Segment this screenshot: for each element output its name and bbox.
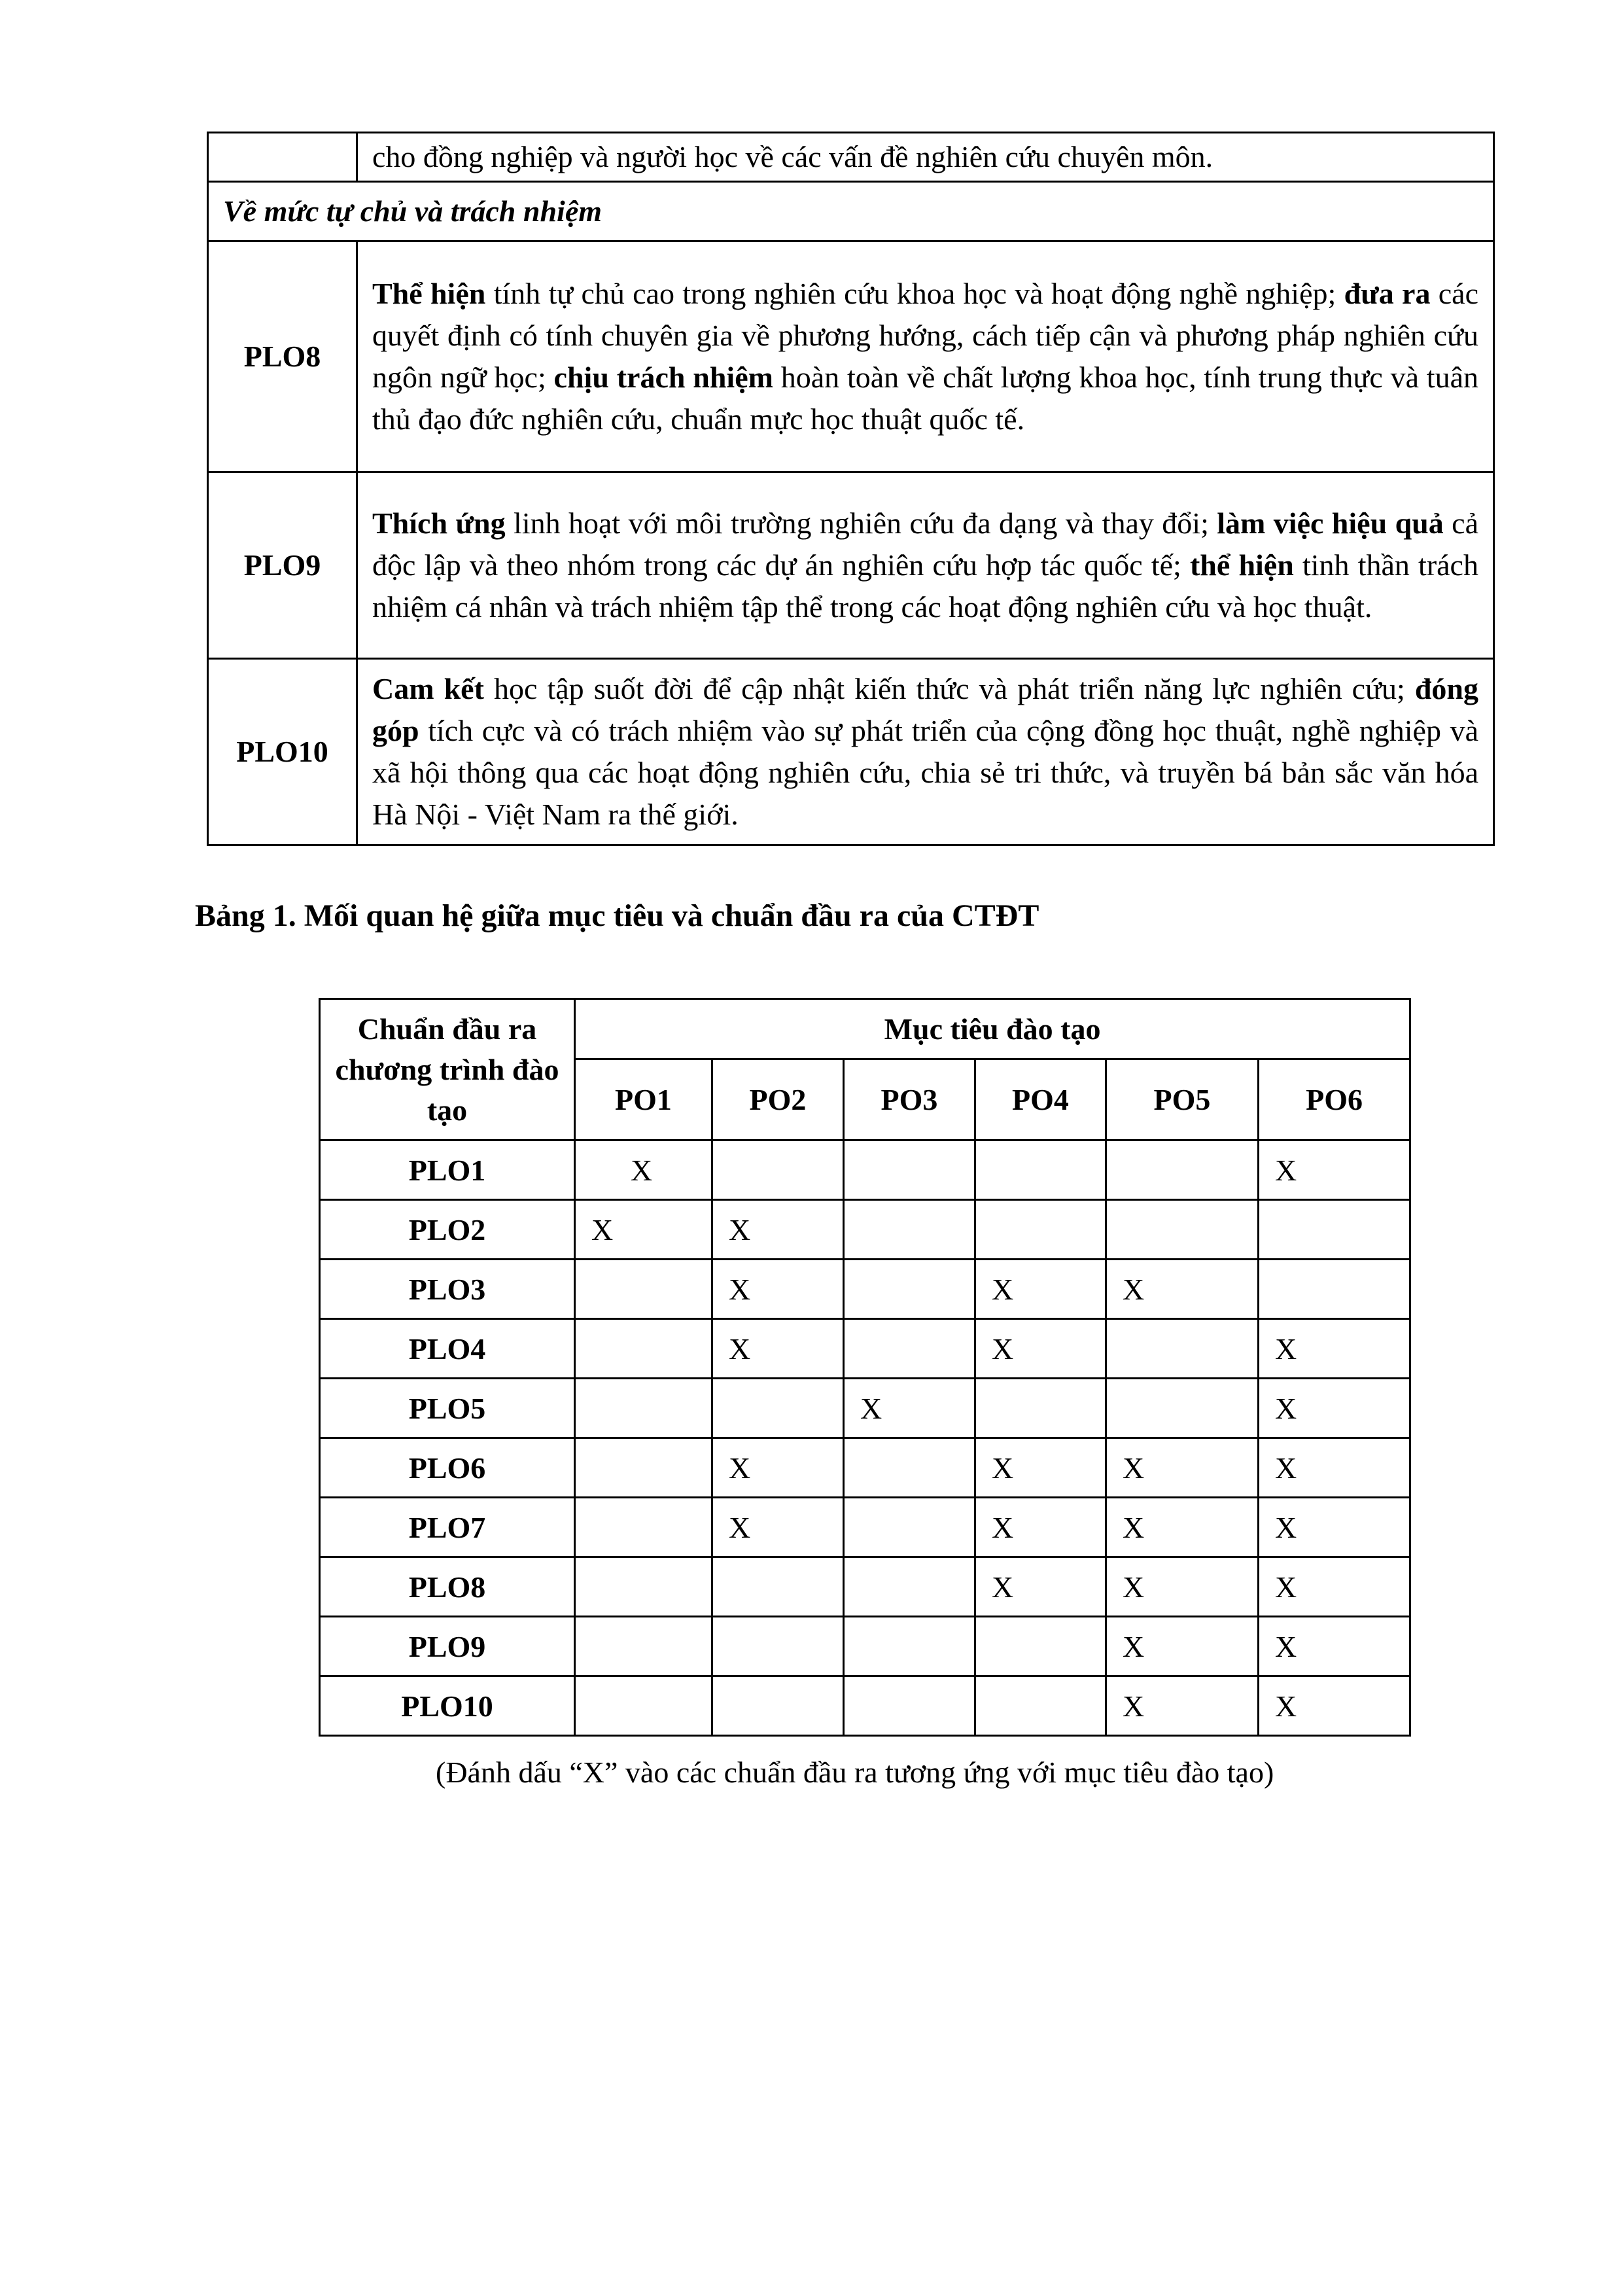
mark-cell: X <box>1106 1557 1259 1617</box>
mark-cell <box>575 1557 712 1617</box>
mark-cell: X <box>1106 1260 1259 1319</box>
mark-cell: X <box>1259 1557 1410 1617</box>
mark-cell <box>975 1140 1106 1200</box>
matrix-row <box>320 1319 1410 1379</box>
mark-cell: X <box>1259 1438 1410 1498</box>
plo-code: PLO9 <box>208 472 357 659</box>
mark-cell <box>1259 1200 1410 1260</box>
plo-po-matrix <box>319 998 1411 1737</box>
text-segment: tính tự chủ cao trong nghiên cứu khoa học và hoạt động nghề nghiệp; <box>485 277 1344 310</box>
corner-header: Chuẩn đầu ra chương trình đào tạo <box>320 999 575 1140</box>
mark-cell <box>844 1260 975 1319</box>
mark-cell <box>575 1438 712 1498</box>
plo-label: PLO7 <box>320 1498 575 1557</box>
mark-cell <box>1259 1260 1410 1319</box>
mark-cell: X <box>1259 1617 1410 1676</box>
continuation-text: cho đồng nghiệp và người học về các vấn đề nghiên cứu chuyên môn. <box>357 133 1494 182</box>
mark-cell <box>712 1557 844 1617</box>
mark-cell: X <box>712 1319 844 1379</box>
po-header-po4: PO4 <box>975 1059 1106 1140</box>
mark-cell: X <box>1259 1140 1410 1200</box>
mark-cell <box>844 1140 975 1200</box>
mark-cell: X <box>1259 1676 1410 1736</box>
po-header-po3: PO3 <box>844 1059 975 1140</box>
text-segment: hoàn toàn về chất lượng khoa học, tính trung thực và tuân thủ đạo đức nghiên cứu, chuẩn mực học thuật quốc tế. <box>372 361 1478 436</box>
text-segment: linh hoạt với môi trường nghiên cứu đa dạng và thay đổi; <box>505 506 1217 540</box>
matrix-row <box>320 1498 1410 1557</box>
plo-code: PLO8 <box>208 241 357 472</box>
plo-description <box>357 241 1494 472</box>
plo-label: PLO8 <box>320 1557 575 1617</box>
mark-cell <box>575 1260 712 1319</box>
mark-cell: X <box>1259 1498 1410 1557</box>
text-segment: các quyết định có tính chuyên gia về phương hướng, cách tiếp cận và phương pháp nghiên cứu ngôn ngữ học; <box>372 277 1478 394</box>
mark-cell: X <box>712 1200 844 1260</box>
po-header-po1: PO1 <box>575 1059 712 1140</box>
mark-cell <box>844 1319 975 1379</box>
mark-cell: X <box>1106 1617 1259 1676</box>
mark-cell <box>844 1617 975 1676</box>
plo-row <box>208 659 1494 845</box>
mark-cell: X <box>712 1260 844 1319</box>
mark-cell <box>844 1438 975 1498</box>
mark-cell: X <box>975 1557 1106 1617</box>
mark-cell: X <box>975 1260 1106 1319</box>
mark-cell <box>575 1676 712 1736</box>
keyword: Thể hiện <box>372 277 486 310</box>
mark-cell: X <box>975 1498 1106 1557</box>
continuation-row <box>208 133 1494 182</box>
plo-row <box>208 241 1494 472</box>
plo-description-table <box>207 132 1495 846</box>
mark-cell: X <box>1259 1379 1410 1438</box>
matrix-row <box>320 1260 1410 1319</box>
matrix-row <box>320 1557 1410 1617</box>
plo-label: PLO2 <box>320 1200 575 1260</box>
keyword: làm việc hiệu quả <box>1217 506 1444 540</box>
keyword: Cam kết <box>372 672 484 705</box>
keyword: thể hiện <box>1189 548 1294 582</box>
plo-label: PLO6 <box>320 1438 575 1498</box>
plo-label: PLO4 <box>320 1319 575 1379</box>
mark-cell: X <box>712 1438 844 1498</box>
mark-cell <box>712 1379 844 1438</box>
plo-label: PLO3 <box>320 1260 575 1319</box>
plo-row <box>208 472 1494 659</box>
mark-cell: X <box>1259 1319 1410 1379</box>
po-header-po6: PO6 <box>1259 1059 1410 1140</box>
keyword: Thích ứng <box>372 506 506 540</box>
matrix-row <box>320 1617 1410 1676</box>
mark-cell: X <box>1106 1438 1259 1498</box>
table-caption: Bảng 1. Mối quan hệ giữa mục tiêu và chuẩn đầu ra của CTĐT <box>195 898 1039 933</box>
empty-code-cell <box>208 133 357 182</box>
mark-cell: X <box>1106 1498 1259 1557</box>
plo-label: PLO9 <box>320 1617 575 1676</box>
mark-cell <box>1106 1319 1259 1379</box>
text-segment: cả độc lập và theo nhóm trong các dự án nghiên cứu hợp tác quốc tế; <box>372 506 1478 582</box>
mark-cell <box>712 1140 844 1200</box>
matrix-row <box>320 1140 1410 1200</box>
po-header-po5: PO5 <box>1106 1059 1259 1140</box>
keyword: đóng góp <box>372 672 1478 747</box>
plo-label: PLO10 <box>320 1676 575 1736</box>
mark-cell <box>575 1498 712 1557</box>
mark-cell <box>975 1200 1106 1260</box>
mark-cell <box>575 1319 712 1379</box>
mark-cell <box>712 1676 844 1736</box>
mark-cell: X <box>844 1379 975 1438</box>
mark-cell <box>975 1676 1106 1736</box>
mark-cell <box>575 1617 712 1676</box>
mark-cell: X <box>975 1438 1106 1498</box>
mark-cell <box>844 1557 975 1617</box>
matrix-row <box>320 1676 1410 1736</box>
mark-cell: X <box>975 1319 1106 1379</box>
mark-cell <box>575 1379 712 1438</box>
mark-cell: X <box>575 1200 712 1260</box>
matrix-row <box>320 1438 1410 1498</box>
plo-description <box>357 472 1494 659</box>
mark-cell: X <box>712 1498 844 1557</box>
section-heading: Về mức tự chủ và trách nhiệm <box>208 182 1494 241</box>
mark-cell <box>844 1676 975 1736</box>
text-segment: tích cực và có trách nhiệm vào sự phát triển của cộng đồng học thuật, nghề nghiệp và xã hội thông qua các hoạt động nghiên cứu, chia sẻ tri thức, và truyền bá bản sắc văn hóa Hà Nội - Việt Nam ra thế giới. <box>372 714 1478 831</box>
mark-cell: X <box>575 1140 712 1200</box>
matrix-row <box>320 1379 1410 1438</box>
mark-cell <box>1106 1200 1259 1260</box>
table-note: (Đánh dấu “X” vào các chuẩn đầu ra tương ứng với mục tiêu đào tạo) <box>436 1756 1274 1789</box>
keyword: đưa ra <box>1344 277 1431 310</box>
plo-label: PLO5 <box>320 1379 575 1438</box>
mark-cell <box>1106 1379 1259 1438</box>
plo-label: PLO1 <box>320 1140 575 1200</box>
section-row <box>208 182 1494 241</box>
mark-cell <box>712 1617 844 1676</box>
text-segment: tinh thần trách nhiệm cá nhân và trách nhiệm tập thể trong các hoạt động nghiên cứu và học thuật. <box>372 548 1478 624</box>
text-segment: học tập suốt đời để cập nhật kiến thức và phát triển năng lực nghiên cứu; <box>483 672 1415 705</box>
mark-cell: X <box>1106 1676 1259 1736</box>
mark-cell <box>844 1200 975 1260</box>
mark-cell <box>1106 1140 1259 1200</box>
matrix-row <box>320 1200 1410 1260</box>
mark-cell <box>975 1617 1106 1676</box>
keyword: chịu trách nhiệm <box>553 361 773 394</box>
plo-description <box>357 659 1494 845</box>
mark-cell <box>844 1498 975 1557</box>
group-header: Mục tiêu đào tạo <box>575 999 1410 1059</box>
plo-code: PLO10 <box>208 659 357 845</box>
mark-cell <box>975 1379 1106 1438</box>
po-header-po2: PO2 <box>712 1059 844 1140</box>
